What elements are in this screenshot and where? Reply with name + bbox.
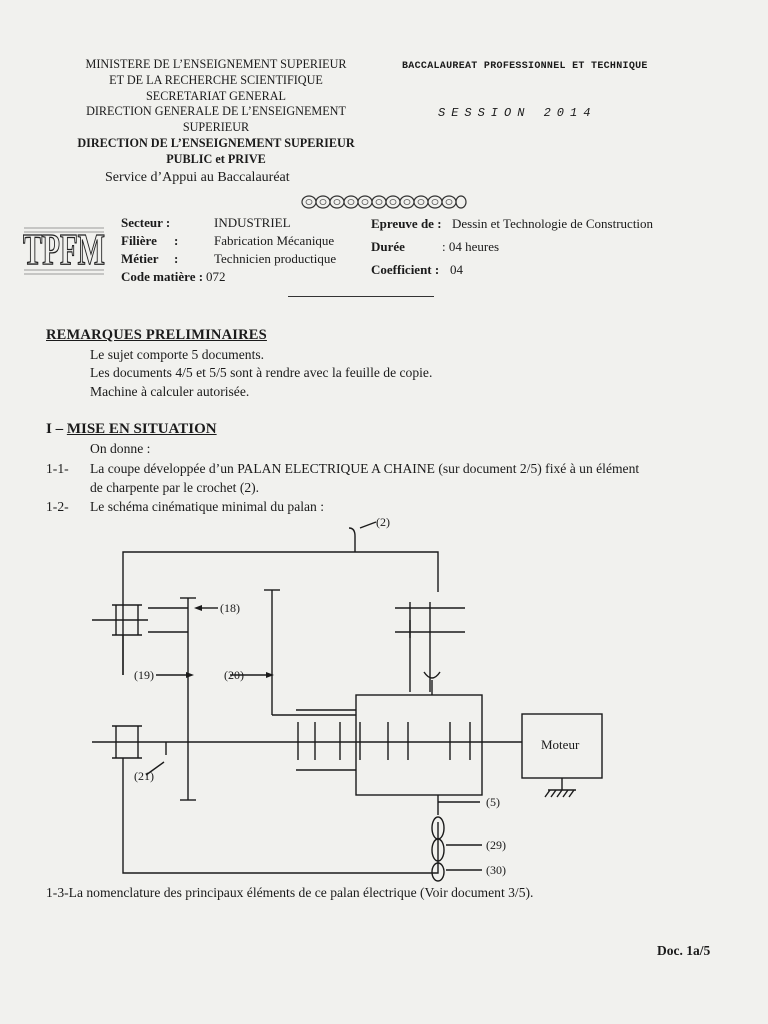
item-number: 1-2- xyxy=(46,499,69,514)
metier-value: Technicien productique xyxy=(214,251,337,266)
session-year: SESSION 2014 xyxy=(438,106,597,120)
duree-value: : 04 heures xyxy=(442,239,500,254)
ministry-line: DIRECTION GENERALE DE L’ENSEIGNEMENT xyxy=(86,104,346,119)
metier-colon: : xyxy=(174,251,179,266)
remark-line: Le sujet comporte 5 documents. xyxy=(90,347,265,362)
label-21: (21) xyxy=(134,769,154,783)
remark-line: Machine à calculer autorisée. xyxy=(90,384,250,399)
epreuve-label: Epreuve de : xyxy=(371,216,442,231)
logo-text: TPFM xyxy=(23,225,105,274)
code-matiere-value: 072 xyxy=(206,269,226,284)
frame-top xyxy=(123,552,438,675)
divider-rule xyxy=(288,296,434,297)
bac-title: BACCALAUREAT PROFESSIONNEL ET TECHNIQUE xyxy=(402,61,648,72)
secteur-label: Secteur : xyxy=(121,215,171,230)
section-intro: On donne : xyxy=(90,441,151,456)
chain-ornament xyxy=(300,192,468,212)
label-30: (30) xyxy=(486,863,506,877)
filiere-label: Filière xyxy=(121,233,157,248)
coefficient-label: Coefficient : xyxy=(371,262,440,277)
tpfm-logo xyxy=(22,208,106,280)
duree-label: Durée xyxy=(371,239,405,254)
epreuve-value: Dessin et Technologie de Construction xyxy=(452,216,654,231)
label-18: (18) xyxy=(220,601,240,615)
filiere-value: Fabrication Mécanique xyxy=(214,233,335,248)
remark-line: Les documents 4/5 et 5/5 sont à rendre avec la feuille de copie. xyxy=(90,365,433,380)
ministry-line: SUPERIEUR xyxy=(182,120,250,135)
document-reference: Doc. 1a/5 xyxy=(657,943,711,958)
ministry-header xyxy=(40,57,392,185)
item-text: Le schéma cinématique minimal du palan : xyxy=(90,499,325,514)
section-title: I – MISE EN SITUATION xyxy=(46,421,217,437)
service-line: Service d’Appui au Baccalauréat xyxy=(105,169,290,185)
item-3: 1-3-La nomenclature des principaux éléments de ce palan électrique (Voir document 3/5). xyxy=(46,885,534,900)
filiere-colon: : xyxy=(174,233,179,248)
code-matiere: Code matière : xyxy=(121,269,204,284)
secteur-value: INDUSTRIEL xyxy=(214,215,291,230)
item-text: La coupe développée d’un PALAN ELECTRIQUE A CHAINE (sur document 2/5) fixé à un élément xyxy=(90,461,640,476)
remarks-title: REMARQUES PRELIMINAIRES xyxy=(46,327,267,343)
direction-line: PUBLIC et PRIVE xyxy=(166,151,266,166)
item-number: 1-1- xyxy=(46,461,69,476)
metier-label: Métier xyxy=(121,251,159,266)
direction-line: DIRECTION DE L’ENSEIGNEMENT SUPERIEUR xyxy=(77,135,355,150)
label-20: (20) xyxy=(224,668,244,682)
frame-bottom xyxy=(123,760,438,873)
ministry-line: MINISTERE DE L’ENSEIGNEMENT SUPERIEUR xyxy=(85,57,347,71)
kinematic-diagram xyxy=(90,510,650,890)
ministry-line: SECRETARIAT GENERAL xyxy=(146,88,286,103)
label-hook: (2) xyxy=(376,515,390,529)
label-29: (29) xyxy=(486,838,506,852)
label-19: (19) xyxy=(134,668,154,682)
label-5: (5) xyxy=(486,795,500,809)
motor-label: Moteur xyxy=(541,737,580,752)
coefficient-value: 04 xyxy=(450,262,463,277)
item-text: de charpente par le crochet (2). xyxy=(90,480,260,495)
ministry-line: ET DE LA RECHERCHE SCIENTIFIQUE xyxy=(109,72,323,87)
